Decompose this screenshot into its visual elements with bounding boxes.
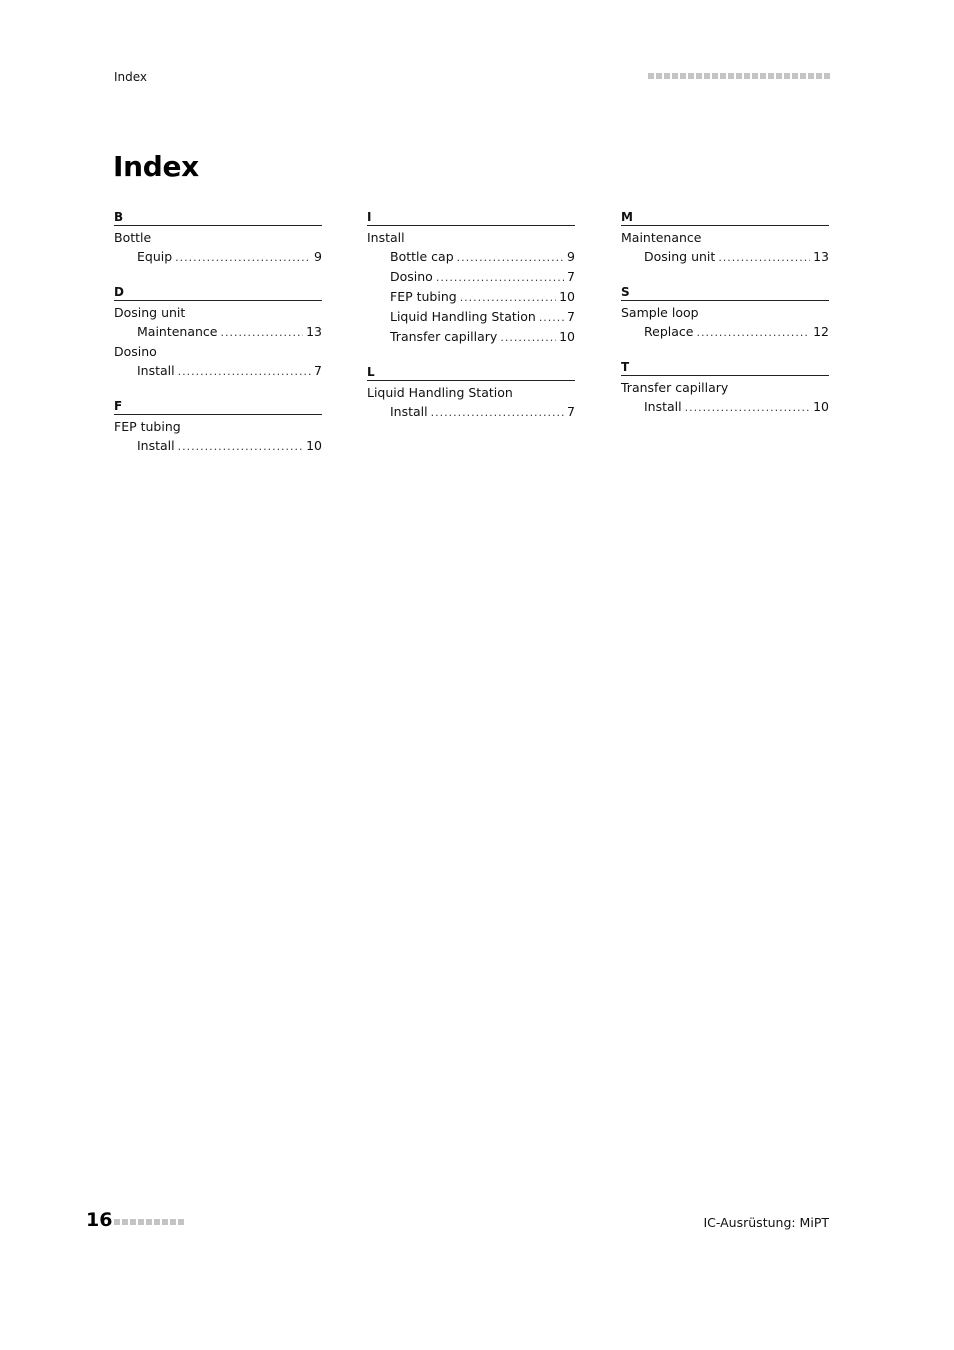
decoration-square [664,73,670,79]
decoration-square [178,1219,184,1225]
page-number: 16 [86,1209,113,1231]
dot-leader [175,248,311,267]
subentry-label: Maintenance [137,324,218,339]
dot-leader [221,323,304,342]
index-section [621,210,829,267]
subentry-page-number: 7 [567,404,575,419]
index-term: Maintenance [621,230,702,245]
index-subentry[interactable] [114,436,322,456]
dot-leader [436,268,564,287]
decoration-square [122,1219,128,1225]
index-term: Transfer capillary [621,380,729,395]
decoration-square [720,73,726,79]
index-section [621,285,829,342]
subentry-page-number: 10 [813,399,829,414]
decoration-square [656,73,662,79]
decoration-square [744,73,750,79]
decoration-square [162,1219,168,1225]
page-title: Index [113,150,199,183]
decoration-square [800,73,806,79]
dot-leader [500,328,556,347]
subentry-label: Install [137,363,175,378]
dot-leader [718,248,810,267]
index-letter-heading: L [367,365,575,381]
index-section [114,399,322,456]
index-section [114,285,322,381]
index-subentry[interactable] [621,397,829,417]
decoration-square [146,1219,152,1225]
index-letter-heading: T [621,360,829,376]
subentry-page-number: 9 [567,249,575,264]
decoration-square [816,73,822,79]
decoration-square [760,73,766,79]
subentry-page-number: 13 [813,249,829,264]
index-letter-heading: B [114,210,322,226]
decoration-square [672,73,678,79]
dot-leader [685,398,810,417]
index-letter-heading: F [114,399,322,415]
header-decoration [648,73,830,79]
dot-leader [178,362,311,381]
subentry-label: Install [137,438,175,453]
index-letter-heading: S [621,285,829,301]
subentry-label: Replace [644,324,694,339]
decoration-square [114,1219,120,1225]
index-term: Bottle [114,230,152,245]
subentry-page-number: 10 [306,438,322,453]
index-letter-heading: I [367,210,575,226]
index-term: FEP tubing [114,419,181,434]
footer-decoration [114,1219,184,1225]
subentry-label: Install [390,404,428,419]
subentry-label: Equip [137,249,173,264]
subentry-page-number: 7 [314,363,322,378]
index-section [367,210,575,347]
index-subentry[interactable] [621,247,829,267]
subentry-label: Dosing unit [644,249,716,264]
subentry-label: FEP tubing [390,289,457,304]
decoration-square [784,73,790,79]
running-header: Index [114,70,148,84]
decoration-square [808,73,814,79]
index-term: Liquid Handling Station [367,385,513,400]
decoration-square [154,1219,160,1225]
decoration-square [728,73,734,79]
index-subentry[interactable] [114,322,322,342]
dot-leader [431,403,564,422]
index-subentry[interactable] [621,322,829,342]
subentry-page-number: 7 [567,269,575,284]
index-subentry[interactable] [367,327,575,347]
subentry-page-number: 12 [813,324,829,339]
index-letter-heading: D [114,285,322,301]
subentry-page-number: 9 [314,249,322,264]
index-term: Dosino [114,344,157,359]
decoration-square [680,73,686,79]
index-section [114,210,322,267]
subentry-label: Dosino [390,269,433,284]
subentry-page-number: 10 [559,329,575,344]
index-term: Sample loop [621,305,699,320]
index-subentry[interactable] [114,361,322,381]
decoration-square [768,73,774,79]
index-subentry[interactable] [114,247,322,267]
decoration-square [704,73,710,79]
dot-leader [457,248,564,267]
subentry-page-number: 10 [559,289,575,304]
subentry-label: Transfer capillary [390,329,498,344]
index-subentry[interactable] [367,287,575,307]
index-subentry[interactable] [367,307,575,327]
decoration-square [712,73,718,79]
decoration-square [696,73,702,79]
dot-leader [696,323,810,342]
index-column-3 [621,210,829,435]
index-section [621,360,829,417]
dot-leader [539,308,564,327]
decoration-square [824,73,830,79]
document-name: IC-Ausrüstung: MiPT [703,1215,829,1230]
decoration-square [138,1219,144,1225]
index-letter-heading: M [621,210,829,226]
subentry-label: Liquid Handling Station [390,309,536,324]
dot-leader [178,437,303,456]
index-subentry[interactable] [367,267,575,287]
subentry-page-number: 13 [306,324,322,339]
decoration-square [648,73,654,79]
decoration-square [736,73,742,79]
index-column-2 [367,210,575,440]
index-subentry[interactable] [367,402,575,422]
decoration-square [130,1219,136,1225]
decoration-square [170,1219,176,1225]
decoration-square [776,73,782,79]
index-subentry[interactable] [367,247,575,267]
index-section [367,365,575,422]
index-column-1 [114,210,322,474]
subentry-label: Bottle cap [390,249,454,264]
dot-leader [460,288,556,307]
index-term: Dosing unit [114,305,186,320]
subentry-label: Install [644,399,682,414]
decoration-square [688,73,694,79]
subentry-page-number: 7 [567,309,575,324]
index-term: Install [367,230,405,245]
decoration-square [752,73,758,79]
decoration-square [792,73,798,79]
